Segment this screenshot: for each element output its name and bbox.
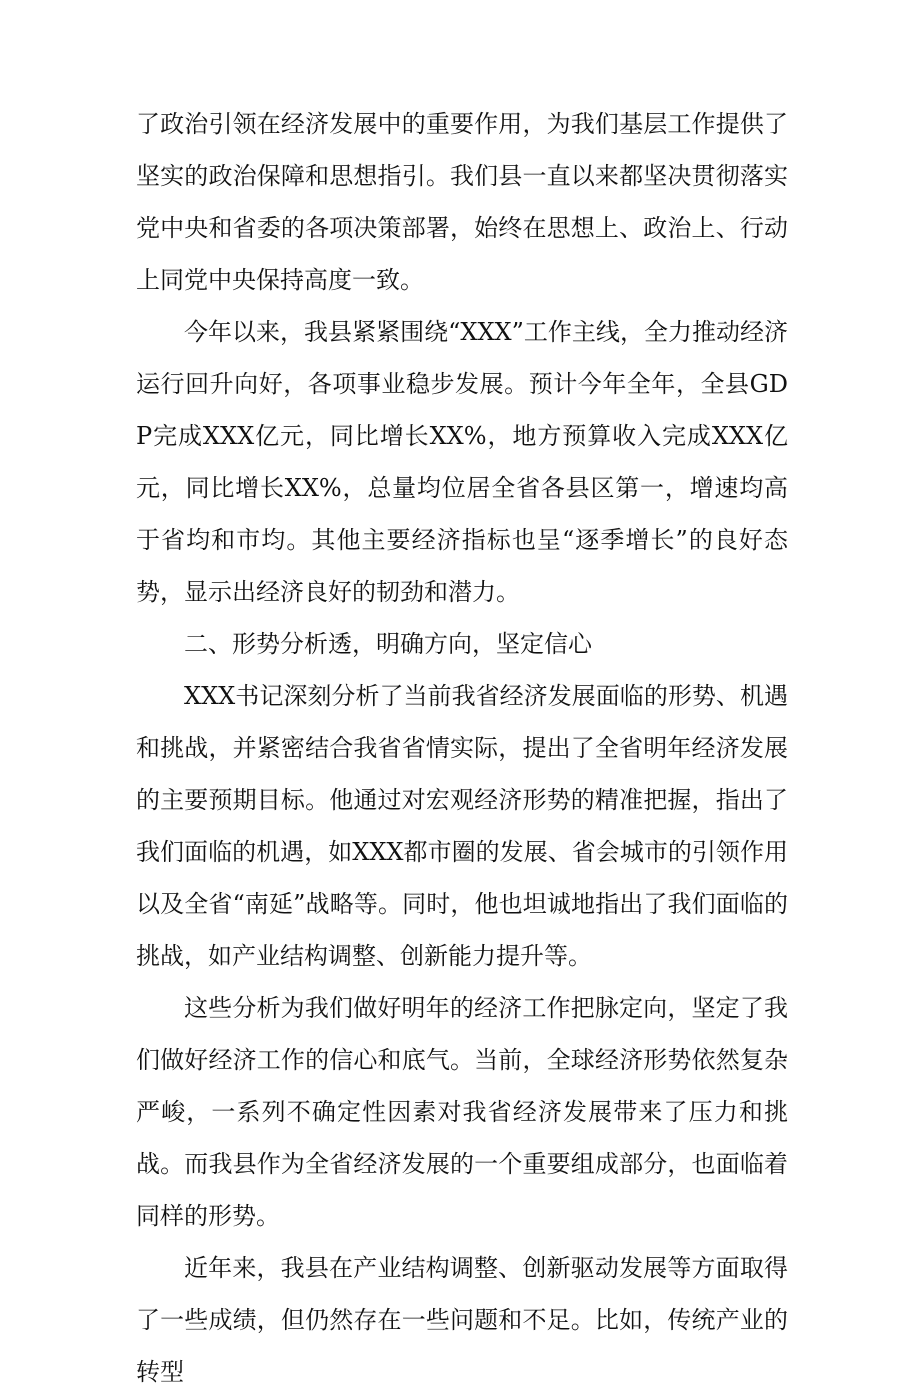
document-body: [136, 98, 788, 1398]
paragraph-secretary-analysis: XXX书记深刻分析了当前我省经济发展面临的形势、机遇和挑战，并紧密结合我省省情实际，提出了全省明年经济发展的主要预期目标。他通过对宏观经济形势的精准把握，指出了我们面临的机遇，如XXX都市圈的发展、省会城市的引领作用以及全省“南延”战略等。同时，他也坦诚地指出了我们面临的挑战，如产业结构调整、创新能力提升等。: [136, 682, 788, 970]
paragraph-continuation: 了政治引领在经济发展中的重要作用，为我们基层工作提供了坚实的政治保障和思想指引。我们县一直以来都坚决贯彻落实党中央和省委的各项决策部署，始终在思想上、政治上、行动上同党中央保持高度一致。: [136, 110, 788, 294]
paragraph-economic-performance: 今年以来，我县紧紧围绕“XXX”工作主线，全力推动经济运行回升向好，各项事业稳步发展。预计今年全年，全县GDP完成XXX亿元，同比增长XX%，地方预算收入完成XXX亿元，同比增长XX%，总量均位居全省各县区第一，增速均高于省均和市均。其他主要经济指标也呈“逐季增长”的良好态势，显示出经济良好的韧劲和潜力。: [136, 318, 788, 606]
section-heading-situation-analysis: 二、形势分析透，明确方向，坚定信心: [184, 630, 592, 658]
paragraph-confidence: 这些分析为我们做好明年的经济工作把脉定向，坚定了我们做好经济工作的信心和底气。当前，全球经济形势依然复杂严峻，一系列不确定性因素对我省经济发展带来了压力和挑战。而我县作为全省经济发展的一个重要组成部分，也面临着同样的形势。: [136, 994, 788, 1230]
paragraph-recent-years: 近年来，我县在产业结构调整、创新驱动发展等方面取得了一些成绩，但仍然存在一些问题和不足。比如，传统产业的转型: [136, 1254, 788, 1386]
